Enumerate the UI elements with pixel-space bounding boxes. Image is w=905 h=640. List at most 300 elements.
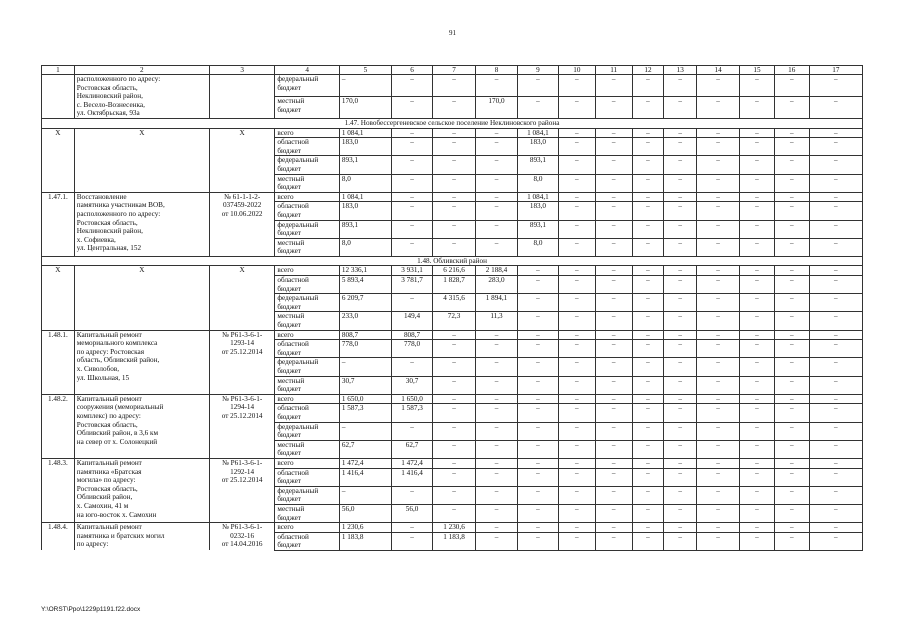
value-cell: – [517,96,558,118]
value-cell: 183,0 [339,138,391,156]
value-cell: – [632,202,664,220]
text-line: федеральный [277,220,319,229]
text-line: местный [277,96,305,105]
value-cell: – [476,156,518,174]
column-number: 14 [697,66,740,75]
text-line: Капитальный ремонт [76,458,142,467]
value-cell: 3 931,1 [392,266,433,276]
value-cell: – [697,330,740,340]
value-cell: – [433,220,476,238]
value-cell: – [632,312,664,330]
value-cell: – [433,468,476,486]
value-cell: – [774,75,809,97]
value-cell: – [809,156,862,174]
value-cell: – [809,358,862,376]
funding-source [275,376,339,394]
text-line: мемориального комплекса [76,339,158,348]
value-cell: 1 084,1 [339,128,391,138]
table-row [42,523,863,533]
value-cell: – [558,156,595,174]
value-cell: – [664,330,697,340]
value-cell: – [697,192,740,202]
text-line: с. Весело-Вознесенка, [76,100,145,109]
value-cell: 8,0 [517,238,558,256]
value-cell: – [809,532,862,550]
value-cell: – [433,486,476,504]
value-cell: – [774,468,809,486]
value-cell: – [632,404,664,422]
value-cell: – [697,376,740,394]
value-cell: – [774,128,809,138]
value-cell: – [664,312,697,330]
text-line: Капитальный ремонт [76,394,142,403]
value-cell: – [595,238,632,256]
value-cell: 893,1 [339,156,391,174]
value-cell: – [558,486,595,504]
value-cell: – [774,458,809,468]
value-cell: – [774,220,809,238]
column-number: 4 [275,66,339,75]
value-cell: – [809,376,862,394]
value-cell: – [558,340,595,358]
value-cell: 56,0 [339,504,391,522]
value-cell: – [809,220,862,238]
value-cell: – [558,458,595,468]
text-line: Ростовская область, [76,218,138,227]
value-cell: – [433,174,476,192]
value-cell: – [476,192,518,202]
value-cell: – [697,504,740,522]
value-cell: – [740,174,775,192]
value-cell: – [558,312,595,330]
funding-source [275,330,339,340]
funding-source [275,156,339,174]
text-line: Восстановление [76,192,127,201]
value-cell: – [632,358,664,376]
value-cell: – [632,266,664,276]
text-line: Обливский район, [76,493,133,502]
value-cell: – [632,156,664,174]
document-ref: Х [209,128,275,192]
value-cell: – [664,238,697,256]
value-cell: – [664,96,697,118]
column-number: 9 [517,66,558,75]
page-number: 91 [449,29,456,37]
value-cell: – [697,294,740,312]
value-cell: – [664,422,697,440]
value-cell: – [558,202,595,220]
value-cell: 8,0 [517,174,558,192]
text-line: областной [277,468,309,477]
text-line: от 14.04.2016 [221,540,263,549]
value-cell: – [558,376,595,394]
value-cell: – [740,532,775,550]
value-cell: – [809,238,862,256]
column-number: 1 [42,66,75,75]
value-cell: – [558,238,595,256]
value-cell: – [632,422,664,440]
value-cell: – [740,440,775,458]
value-cell: – [517,340,558,358]
value-cell: 183,0 [339,202,391,220]
column-number: 7 [433,66,476,75]
value-cell: 6 209,7 [339,294,391,312]
text-line: местный [277,174,305,183]
value-cell: 183,0 [517,202,558,220]
value-cell: – [697,312,740,330]
item-number: 1.48.4. [42,523,75,551]
document-ref [209,330,275,394]
value-cell: 62,7 [392,440,433,458]
value-cell: 778,0 [339,340,391,358]
funding-source [275,128,339,138]
value-cell: 778,0 [392,340,433,358]
value-cell: – [664,156,697,174]
document-ref: Х [209,266,275,330]
value-cell: – [595,128,632,138]
text-line: Неклиновский район, [76,227,143,236]
item-number [42,75,75,119]
value-cell: – [632,220,664,238]
value-cell: – [476,440,518,458]
value-cell: 2 188,4 [476,266,518,276]
value-cell: – [697,440,740,458]
value-cell: – [740,128,775,138]
value-cell: 1 828,7 [433,276,476,294]
value-cell: – [632,238,664,256]
funding-source [275,202,339,220]
value-cell: – [433,96,476,118]
table-row [42,330,863,340]
value-cell: – [809,330,862,340]
text-line: всего [277,458,294,467]
value-cell: – [517,440,558,458]
value-cell: – [697,238,740,256]
value-cell: – [558,220,595,238]
value-cell: – [697,96,740,118]
value-cell: 1 230,6 [433,523,476,533]
value-cell: – [595,394,632,404]
value-cell: – [595,376,632,394]
text-line: областной [277,340,309,349]
value-cell: – [339,486,391,504]
value-cell: 72,3 [433,312,476,330]
value-cell: – [595,422,632,440]
value-cell: – [697,468,740,486]
value-cell: – [517,504,558,522]
column-number: 2 [74,66,209,75]
value-cell: – [392,75,433,97]
section-row [42,256,863,266]
funding-source [275,422,339,440]
value-cell: – [697,340,740,358]
text-line: бюджет [277,229,301,238]
column-number: 11 [595,66,632,75]
value-cell: – [664,276,697,294]
value-cell: – [339,422,391,440]
text-line: № Р61-3-6-1- [222,330,263,339]
text-line: местный [277,504,305,513]
value-cell: – [632,440,664,458]
value-cell: – [595,138,632,156]
text-line: бюджет [277,321,301,330]
value-cell: – [558,294,595,312]
text-line: Капитальный ремонт [76,330,142,339]
value-cell: – [740,422,775,440]
funding-source [275,220,339,238]
value-cell: – [740,340,775,358]
value-cell: – [476,523,518,533]
value-cell: – [392,192,433,202]
text-line: х. Сиволобов, [76,365,120,373]
text-line: сооружения (мемориальный [76,403,164,412]
text-line: бюджет [277,284,301,293]
value-cell: – [740,294,775,312]
value-cell: – [595,404,632,422]
text-line: от 25.12.2014 [221,411,263,420]
value-cell: – [632,96,664,118]
value-cell: – [774,504,809,522]
value-cell: – [476,404,518,422]
text-line: бюджет [277,247,301,256]
text-line: федеральный [277,156,319,165]
value-cell: – [476,486,518,504]
value-cell: – [697,75,740,97]
value-cell: – [476,202,518,220]
text-line: всего [277,330,294,339]
value-cell: – [476,238,518,256]
text-line: х. Софиевка, [76,235,116,244]
value-cell: – [433,128,476,138]
text-line: федеральный [277,422,319,431]
value-cell: – [595,504,632,522]
value-cell: – [774,532,809,550]
value-cell: 1 472,4 [339,458,391,468]
value-cell: – [774,192,809,202]
value-cell: – [774,523,809,533]
text-line: областной [277,404,309,413]
value-cell: – [517,276,558,294]
value-cell: 12 336,1 [339,266,391,276]
value-cell: – [517,523,558,533]
value-cell: – [664,486,697,504]
value-cell: – [632,128,664,138]
value-cell: – [774,340,809,358]
value-cell: – [774,266,809,276]
value-cell: – [433,138,476,156]
value-cell: – [697,404,740,422]
value-cell: 1 084,1 [339,192,391,202]
value-cell: – [392,128,433,138]
value-cell: – [740,458,775,468]
value-cell: – [558,504,595,522]
text-line: местный [277,312,305,321]
value-cell: – [697,266,740,276]
value-cell: 30,7 [392,376,433,394]
value-cell: 1 587,3 [339,404,391,422]
object-name: Х [74,128,209,192]
value-cell: – [632,376,664,394]
value-cell: – [774,440,809,458]
value-cell: – [809,340,862,358]
value-cell: – [433,156,476,174]
value-cell: – [476,422,518,440]
text-line: бюджет [277,431,301,440]
value-cell: – [664,174,697,192]
value-cell: – [774,294,809,312]
funding-source [275,404,339,422]
value-cell: – [433,340,476,358]
value-cell: – [774,138,809,156]
value-cell: – [517,468,558,486]
column-number: 10 [558,66,595,75]
value-cell: – [740,468,775,486]
value-cell: – [517,376,558,394]
text-line: № Р61-3-6-1- [222,394,263,403]
value-cell: – [433,202,476,220]
text-line: ул. Октябрьская, 93а [76,109,140,118]
text-line: бюджет [277,449,301,458]
value-cell: – [595,75,632,97]
text-line: бюджет [277,302,301,311]
value-cell: – [632,294,664,312]
value-cell: – [595,486,632,504]
value-cell: – [774,312,809,330]
text-line: бюджет [277,83,301,92]
value-cell: – [558,128,595,138]
text-line: бюджет [277,183,301,192]
item-number: 1.48.3. [42,458,75,522]
value-cell: – [595,458,632,468]
value-cell: 11,3 [476,312,518,330]
value-cell: – [697,174,740,192]
value-cell: 283,0 [476,276,518,294]
value-cell: – [740,220,775,238]
funding-source [275,468,339,486]
funding-source [275,440,339,458]
text-line: х. Самохин, 41 м [76,501,129,510]
value-cell: – [697,532,740,550]
funding-source [275,294,339,312]
value-cell: 1 416,4 [339,468,391,486]
value-cell: – [697,458,740,468]
funding-source [275,238,339,256]
value-cell: – [595,468,632,486]
text-line: местный [277,238,305,247]
value-cell: – [697,138,740,156]
value-cell: – [664,376,697,394]
value-cell: – [632,340,664,358]
value-cell: – [809,458,862,468]
value-cell: – [809,312,862,330]
value-cell: – [595,266,632,276]
object-name [74,458,209,522]
value-cell: – [774,358,809,376]
value-cell: – [392,523,433,533]
value-cell: – [664,128,697,138]
text-line: ул. Школьная, 15 [76,373,130,382]
value-cell: – [595,312,632,330]
value-cell: – [809,404,862,422]
item-number: Х [42,128,75,192]
value-cell: 808,7 [339,330,391,340]
value-cell: – [595,358,632,376]
value-cell: 1 472,4 [392,458,433,468]
value-cell: – [774,174,809,192]
text-line: бюджет [277,367,301,375]
value-cell: – [664,266,697,276]
value-cell: – [664,192,697,202]
value-cell: – [476,138,518,156]
value-cell: – [595,96,632,118]
column-number: 8 [476,66,518,75]
value-cell: – [632,174,664,192]
value-cell: – [809,440,862,458]
table-row [42,394,863,404]
value-cell: – [595,156,632,174]
value-cell: – [774,276,809,294]
value-cell: 1 084,1 [517,192,558,202]
funding-source [275,266,339,276]
object-name [74,394,209,458]
value-cell: – [740,523,775,533]
text-line: федеральный [277,486,319,495]
value-cell: – [632,523,664,533]
text-line: Ростовская область, [76,83,138,92]
value-cell: – [558,138,595,156]
value-cell: – [558,404,595,422]
value-cell: – [740,376,775,394]
value-cell: – [664,75,697,97]
value-cell: – [697,156,740,174]
text-line: областной [277,138,309,147]
value-cell: – [517,422,558,440]
value-cell: 893,1 [339,220,391,238]
value-cell: – [433,192,476,202]
text-line: бюджет [277,541,301,550]
value-cell: – [558,523,595,533]
value-cell: 1 183,8 [339,532,391,550]
value-cell: 5 893,4 [339,276,391,294]
value-cell: – [595,192,632,202]
value-cell: – [664,440,697,458]
text-line: всего [277,523,294,532]
funding-source [275,504,339,522]
value-cell: – [740,75,775,97]
value-cell: – [392,422,433,440]
value-cell: – [809,523,862,533]
value-cell: – [664,138,697,156]
value-cell: – [632,330,664,340]
text-line: бюджет [277,477,301,486]
text-line: памятника участникам ВОВ, [76,201,165,210]
funding-source [275,532,339,550]
document-ref [209,394,275,458]
column-number: 16 [774,66,809,75]
text-line: бюджет [277,495,301,504]
funding-source [275,340,339,358]
text-line: на юго-восток х. Самохин [76,510,157,519]
value-cell: – [809,468,862,486]
value-cell: – [392,156,433,174]
text-line: бюджет [277,210,301,219]
value-cell: – [558,192,595,202]
column-number: 6 [392,66,433,75]
value-cell: – [339,75,391,97]
value-cell: – [517,532,558,550]
value-cell: 170,0 [339,96,391,118]
value-cell: – [697,276,740,294]
